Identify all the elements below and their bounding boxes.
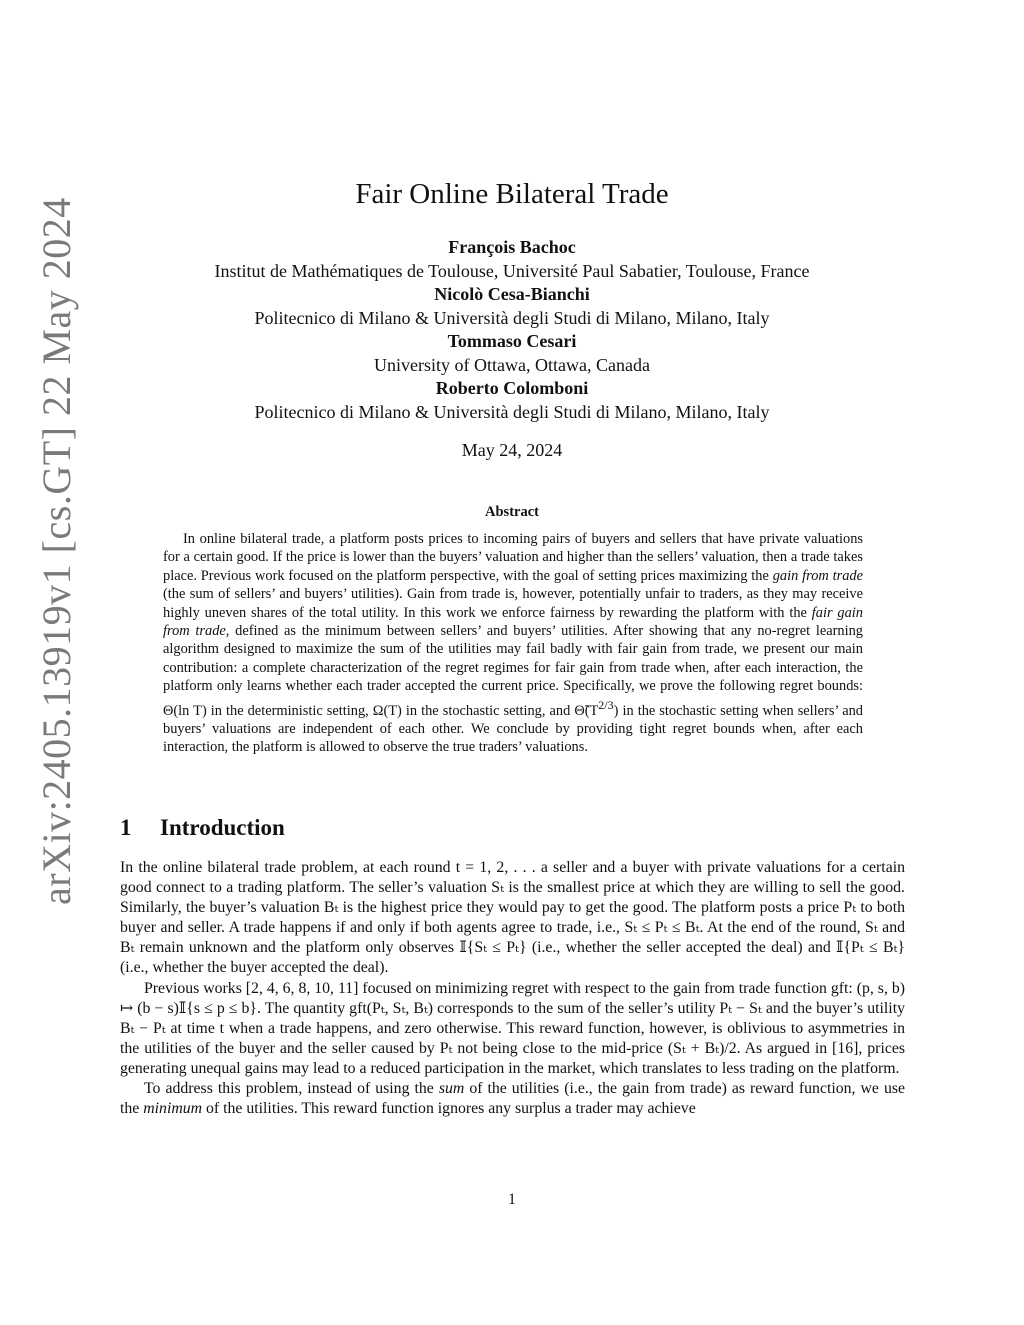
abstract-text xyxy=(163,530,863,757)
section-heading xyxy=(120,815,285,841)
abstract-emphasis: fair gain from trade xyxy=(163,604,863,640)
arxiv-identifier-stamp: arXiv:2405.13919v1 [cs.GT] 22 May 2024 xyxy=(34,197,79,905)
paragraph xyxy=(120,1079,905,1119)
section-title: Introduction xyxy=(160,815,285,840)
abstract-heading: Abstract xyxy=(485,504,539,520)
page-number: 1 xyxy=(508,1191,516,1208)
author-name: Roberto Colomboni xyxy=(435,378,589,398)
paragraph-emphasis: sum xyxy=(438,1080,465,1098)
paragraph-part: To address this problem, instead of using the xyxy=(144,1080,439,1098)
author-name: François Bachoc xyxy=(448,237,576,257)
paragraph: Previous works [2, 4, 6, 8, 10, 11] focused on minimizing regret with respect to the gain from trade function gft: (p, s, b) ↦ (b − s)𝕀{s ≤ p ≤ b}. The quantity gft(Pₜ, Sₜ, Bₜ) corresponds to the sum of the seller’s utility Pₜ − Sₜ and the buyer’s utility Bₜ − Pₜ at time t when a trade happens, and zero otherwise. This reward function, however, is oblivious to asymmetries in the utilities of the buyer and the seller caused by Pₜ not being close to the mid-price (Sₜ + Bₜ)/2. As argued in [16], prices generating unequal gains may lead to a reduced participation in the market, which translates to less trading on the platform. xyxy=(120,979,906,1077)
abstract-emphasis: gain from trade xyxy=(772,567,863,584)
abstract-text-part: In online bilateral trade, a platform posts prices to incoming pairs of buyers and sellers that have private valuations for a certain good. If the price is lower than the buyers’ valuation and higher than the sellers’ valuation, then a trade takes place. Previous work focused on the platform perspective, with the goal of setting prices maximizing the xyxy=(163,531,863,584)
publication-date: May 24, 2024 xyxy=(461,440,563,460)
paragraph-emphasis: minimum xyxy=(143,1100,203,1118)
author-affiliation: University of Ottawa, Ottawa, Canada xyxy=(374,354,650,375)
author-name: Tommaso Cesari xyxy=(447,331,577,351)
author-name: Nicolò Cesa-Bianchi xyxy=(434,284,590,304)
abstract-superscript: 2/3 xyxy=(598,697,614,712)
abstract-text-part: , defined as the minimum between sellers’ and buyers’ utilities. After showing that any no-regret learning algorithm designed to maximize the sum of the utilities may fail badly with fair gain from trade, we present our main contribution: a complete characterization of the regret regimes for fair gain from trade when, after each interaction, the platform only learns whether each trader accepted the current price. Specifically, we prove the following regret bounds: Θ(ln T) in the deterministic setting, Ω(T) in the stochastic setting, and Θ̃(T xyxy=(163,623,863,719)
author-block xyxy=(0,236,1024,424)
paragraph-part: of the utilities (i.e., the gain from trade) as reward function, we use the xyxy=(120,1080,906,1118)
author-affiliation: Politecnico di Milano & Università degli Studi di Milano, Milano, Italy xyxy=(254,401,770,422)
author-affiliation: Politecnico di Milano & Università degli Studi di Milano, Milano, Italy xyxy=(254,307,770,328)
abstract-text-part: (the sum of sellers’ and buyers’ utilities). Gain from trade is, however, potentially unfair to traders, as they may receive highly uneven shares of the total utility. In this work we enforce fairness by rewarding the platform with the xyxy=(163,586,863,621)
paragraph: In the online bilateral trade problem, at each round t = 1, 2, . . . a seller and a buyer with private valuations for a certain good connect to a trading platform. The seller’s valuation Sₜ is the smallest price at which they are willing to sell the good. Similarly, the buyer’s valuation Bₜ is the highest price they would pay to get the good. The platform posts a price Pₜ to both buyer and seller. A trade happens if and only if both agents agree to trade, i.e., Sₜ ≤ Pₜ ≤ Bₜ. At the end of the round, Sₜ and Bₜ remain unknown and the platform only observes 𝕀{Sₜ ≤ Pₜ} (i.e., whether the seller accepted the deal) and 𝕀{Pₜ ≤ Bₜ} (i.e., whether the buyer accepted the deal). xyxy=(120,859,905,977)
abstract-text-part: ) in the stochastic setting when sellers’ and buyers’ valuations are independent of each other. We conclude by providing tight regret bounds when, after each interaction, the platform is allowed to observe the true traders’ valuations. xyxy=(163,702,863,756)
author-affiliation: Institut de Mathématiques de Toulouse, Université Paul Sabatier, Toulouse, France xyxy=(214,260,810,281)
paragraph-part: of the utilities. This reward function ignores any surplus a trader may achieve xyxy=(202,1100,696,1118)
paper-title: Fair Online Bilateral Trade xyxy=(355,178,669,210)
body-text xyxy=(120,858,905,1119)
section-number: 1 xyxy=(120,815,132,840)
